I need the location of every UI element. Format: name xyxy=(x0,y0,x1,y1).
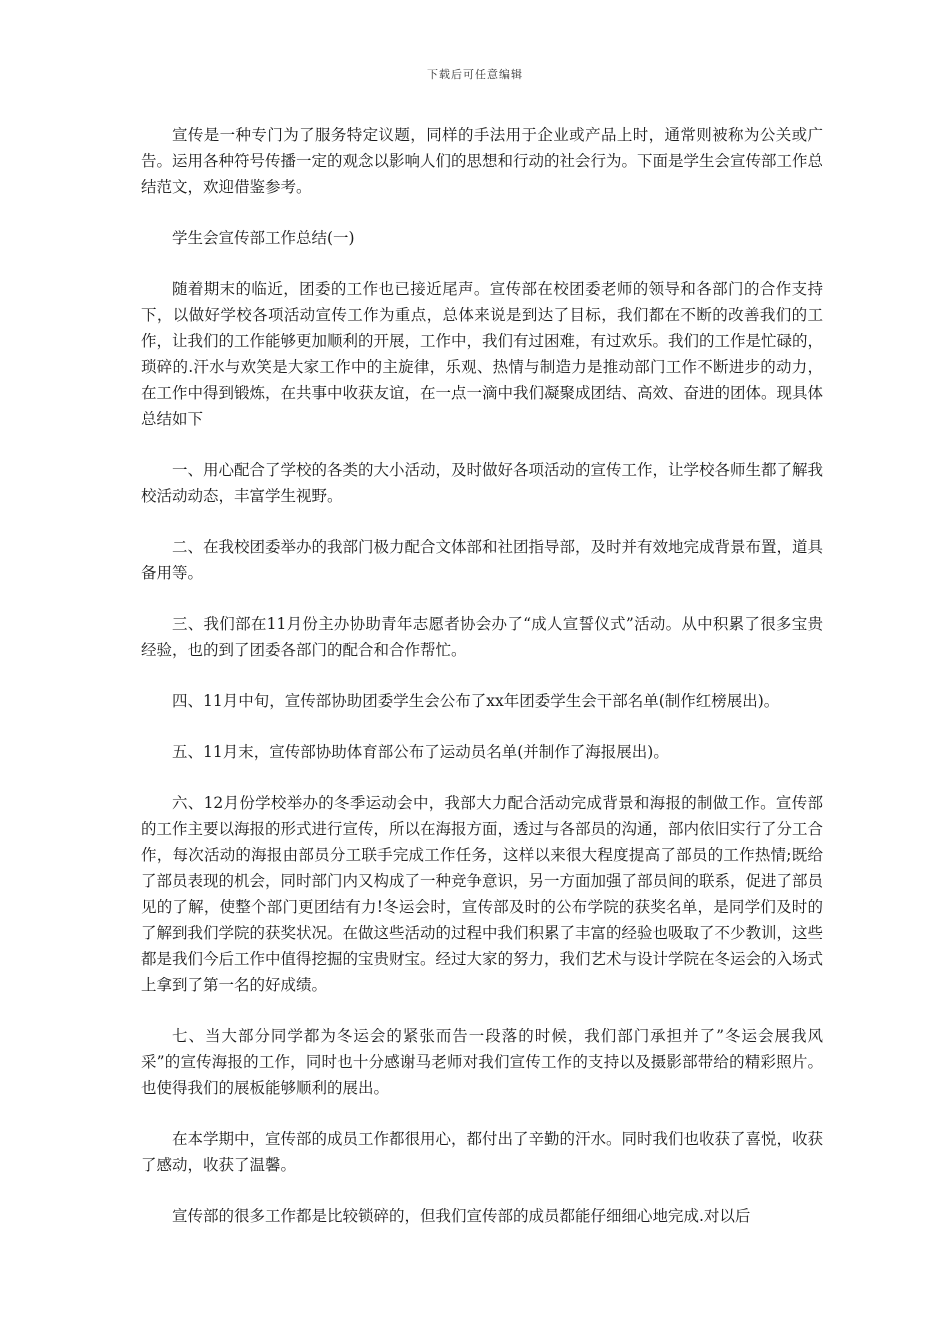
document-body xyxy=(141,122,823,1254)
list-item-7: 七、当大部分同学都为冬运会的紧张而告一段落的时候，我们部门承担并了”冬运会展我风采”的宣传海报的工作，同时也十分感谢马老师对我们宣传工作的支持以及摄影部带给的精彩照片。也使得我们的展板能够顺利的展出。 xyxy=(141,1027,823,1097)
list-item-3: 三、我们部在11月份主办协助青年志愿者协会办了“成人宣誓仪式”活动。从中积累了很多宝贵经验，也的到了团委各部门的配合和合作帮忙。 xyxy=(141,615,823,659)
section-title: 学生会宣传部工作总结(一) xyxy=(172,229,355,247)
list-item-5: 五、11月末，宣传部协助体育部公布了运动员名单(并制作了海报展出)。 xyxy=(172,743,669,761)
summary-paragraph: 在本学期中，宣传部的成员工作都很用心，都付出了辛勤的汗水。同时我们也收获了喜悦，收获了感动，收获了温馨。 xyxy=(141,1130,824,1174)
intro-paragraph: 宣传是一种专门为了服务特定议题，同样的手法用于企业或产品上时，通常则被称为公关或广告。运用各种符号传播一定的观念以影响人们的思想和行动的社会行为。下面是学生会宣传部工作总结范文，欢迎借鉴参考。 xyxy=(141,126,824,196)
page-header: 下载后可任意编辑 xyxy=(427,68,523,81)
list-item-4: 四、11月中旬，宣传部协助团委学生会公布了xx年团委学生会干部名单(制作红榜展出)。 xyxy=(172,692,780,710)
list-item-1: 一、用心配合了学校的各类的大小活动，及时做好各项活动的宣传工作，让学校各师生都了解我校活动动态，丰富学生视野。 xyxy=(141,461,824,505)
list-item-2: 二、在我校团委举办的我部门极力配合文体部和社团指导部，及时并有效地完成背景布置，道具备用等。 xyxy=(141,538,824,582)
list-item-6: 六、12月份学校举办的冬季运动会中，我部大力配合活动完成背景和海报的制做工作。宣传部的工作主要以海报的形式进行宣传，所以在海报方面，透过与各部员的沟通，部内依旧实行了分工合作，每次活动的海报由部员分工联手完成工作任务，这样以来很大程度提高了部员的工作热情;既给了部员表现的机会，同时部门内又构成了一种竞争意识，另一方面加强了部员间的联系，促进了部员见的了解，使整个部门更团结有力!冬运会时，宣传部及时的公布学院的获奖名单，是同学们及时的了解到我们学院的获奖状况。在做这些活动的过程中我们积累了丰富的经验也吸取了不少教训，这些都是我们今后工作中值得挖掘的宝贵财宝。经过大家的努力，我们艺术与设计学院在冬运会的入场式上拿到了第一名的好成绩。 xyxy=(141,794,824,994)
closing-paragraph: 宣传部的很多工作都是比较锁碎的，但我们宣传部的成员都能仔细细心地完成.对以后 xyxy=(172,1207,751,1225)
body-paragraph: 随着期末的临近，团委的工作也已接近尾声。宣传部在校团委老师的领导和各部门的合作支持下，以做好学校各项活动宣传工作为重点，总体来说是到达了目标，我们都在不断的改善我们的工作，让我们的工作能够更加顺利的开展，工作中，我们有过困难，有过欢乐。我们的工作是忙碌的，琐碎的.汗水与欢笑是大家工作中的主旋律，乐观、热情与制造力是推动部门工作不断进步的动力，在工作中得到锻炼，在共事中收获友谊，在一点一滴中我们凝聚成团结、高效、奋进的团体。现具体总结如下 xyxy=(141,280,824,428)
